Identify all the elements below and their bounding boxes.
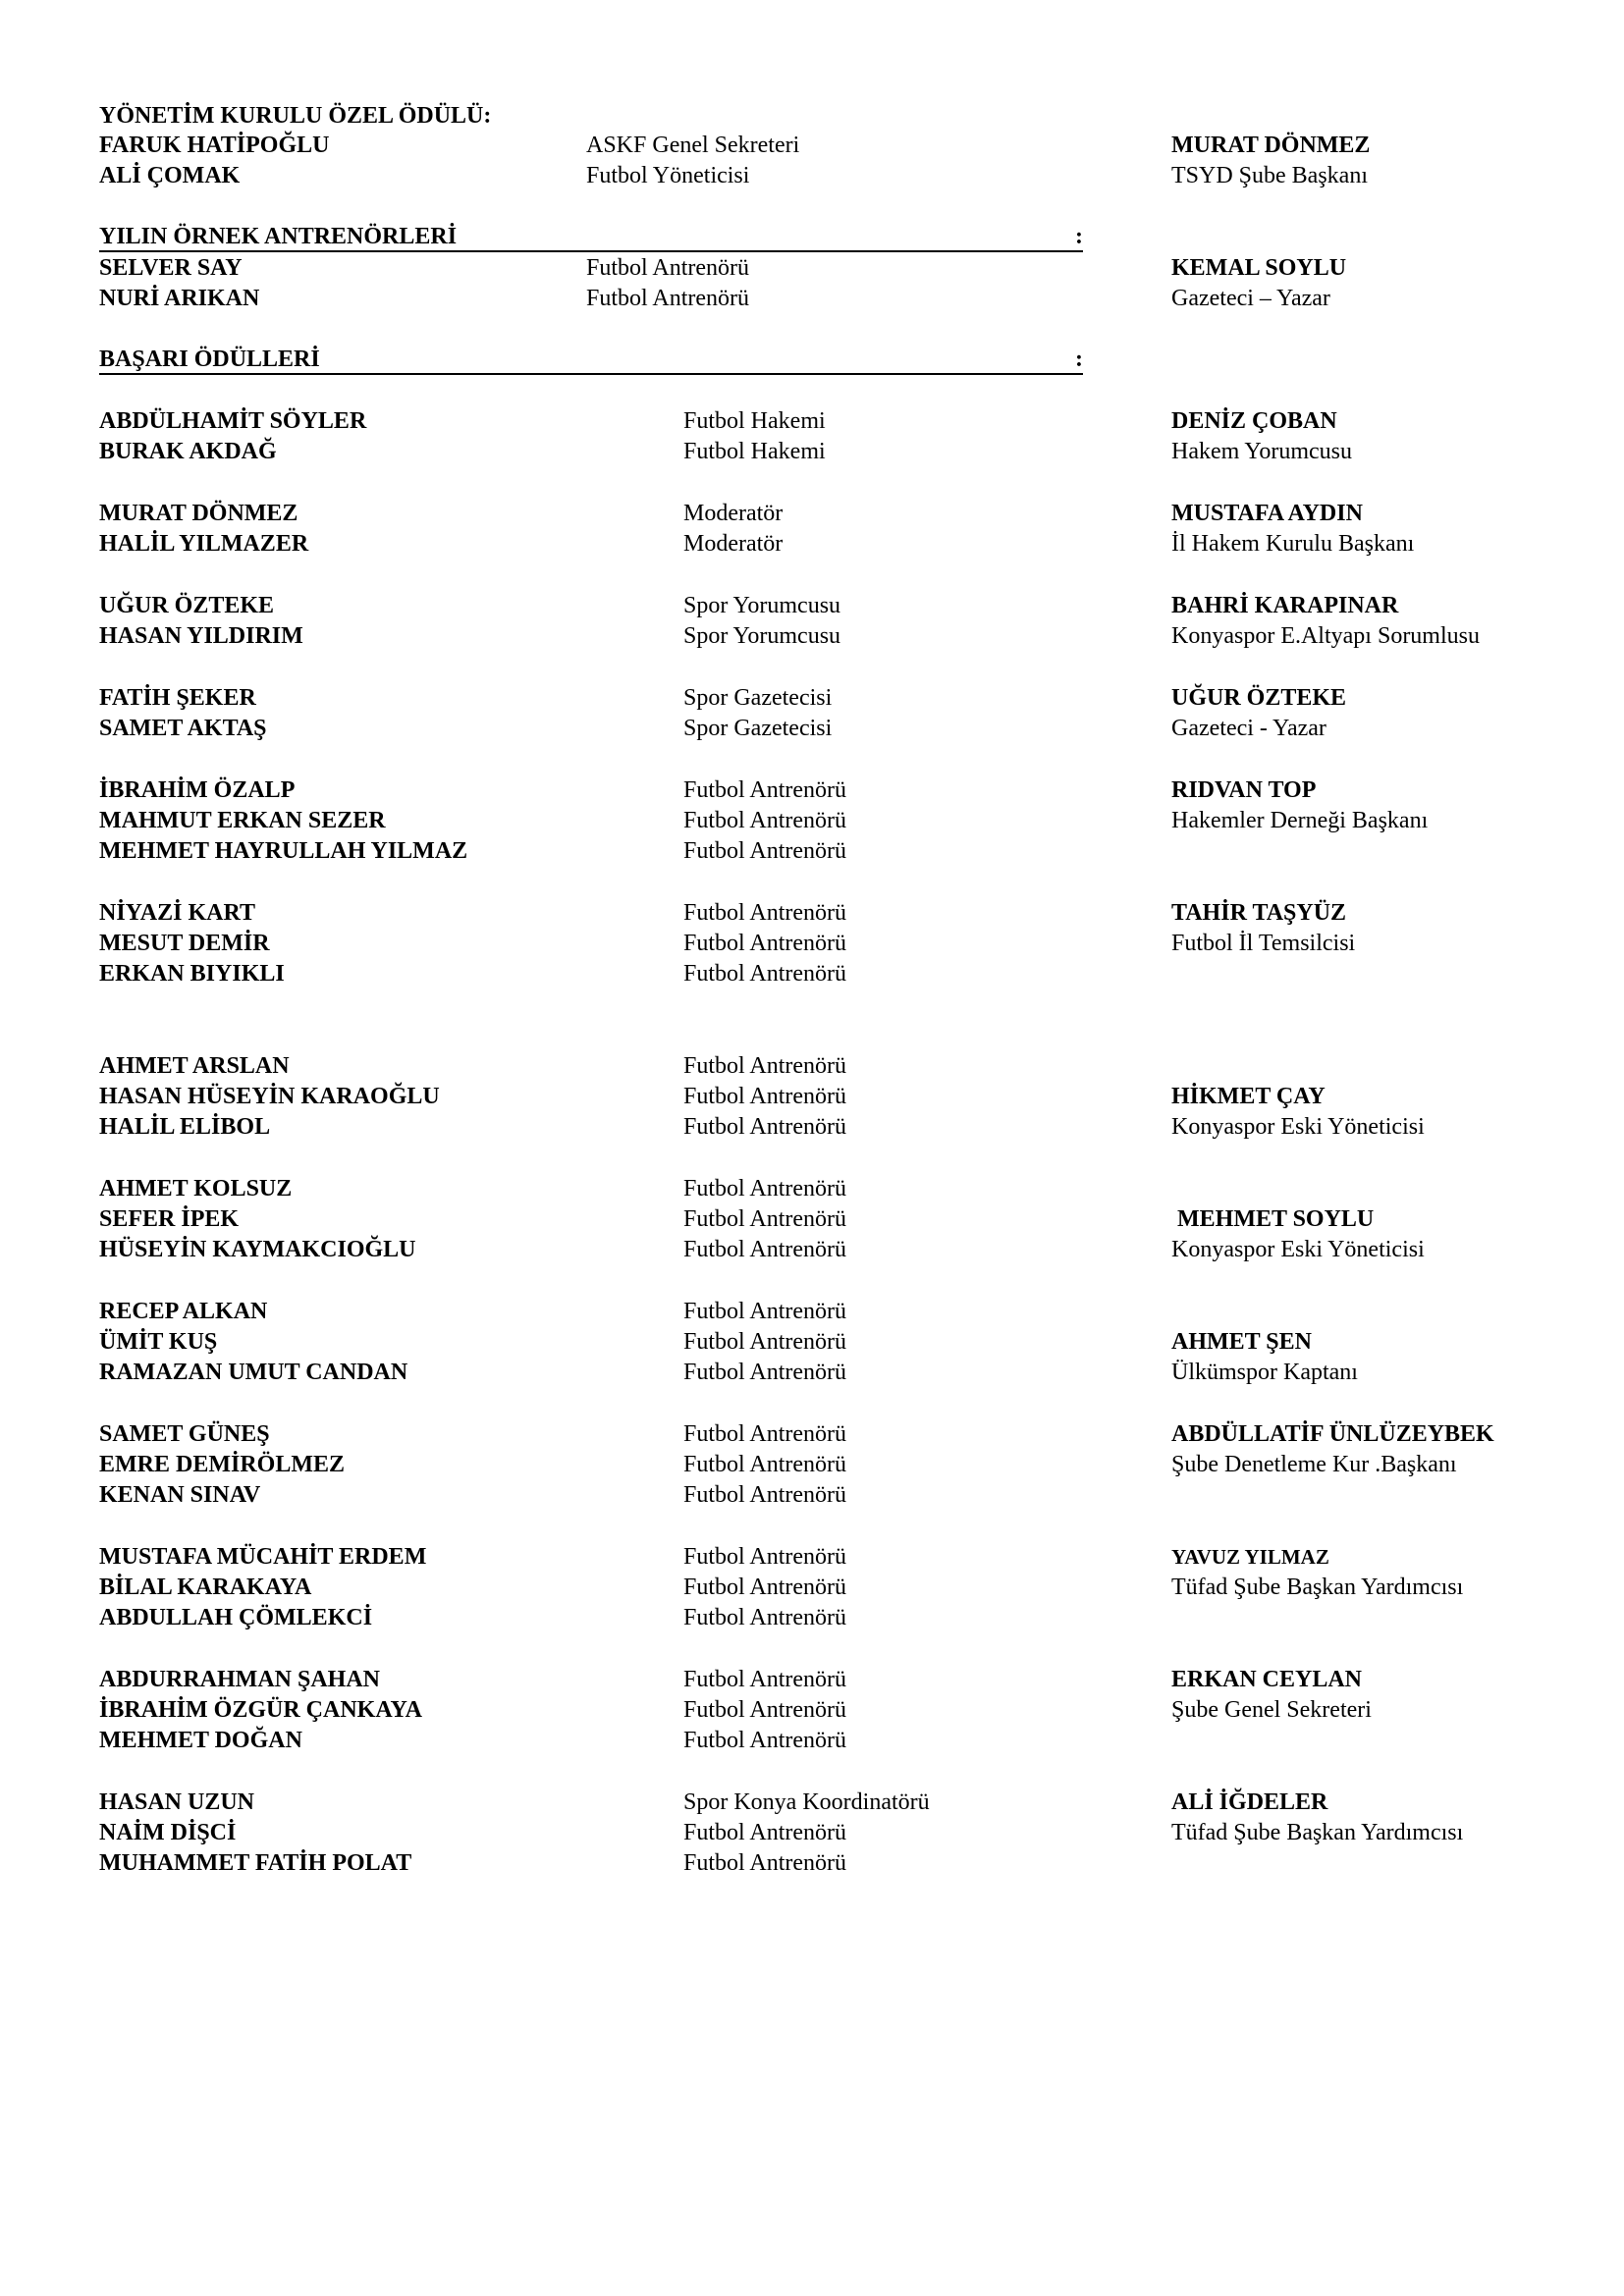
award-row [0, 1726, 1624, 1755]
recipient-role: Futbol Antrenörü [683, 900, 846, 926]
recipient-name: ABDÜLHAMİT SÖYLER [99, 408, 367, 434]
presenter-name: MURAT DÖNMEZ [1171, 133, 1371, 158]
recipient-name: İBRAHİM ÖZGÜR ÇANKAYA [99, 1697, 422, 1723]
award-row [0, 1665, 1624, 1694]
recipient-role: Futbol Antrenörü [683, 1820, 846, 1845]
presenter-name: TAHİR TAŞYÜZ [1171, 900, 1347, 926]
recipient-name: ABDULLAH ÇÖMLEKCİ [99, 1605, 373, 1630]
award-row [0, 1818, 1624, 1847]
recipient-name: MURAT DÖNMEZ [99, 501, 298, 526]
recipient-role: Futbol Antrenörü [683, 1053, 846, 1079]
recipient-name: FARUK HATİPOĞLU [99, 133, 330, 158]
award-row [0, 1542, 1624, 1572]
award-row [0, 253, 1624, 283]
recipient-name: FATİH ŞEKER [99, 685, 256, 711]
presenter-name: BAHRİ KARAPINAR [1171, 593, 1399, 618]
presenter-title: Tüfad Şube Başkan Yardımcısı [1171, 1575, 1464, 1600]
recipient-name: BİLAL KARAKAYA [99, 1575, 312, 1600]
section-title-colon: : [1075, 347, 1083, 372]
presenter-title: Tüfad Şube Başkan Yardımcısı [1171, 1820, 1464, 1845]
award-row [0, 131, 1624, 160]
recipient-name: SEFER İPEK [99, 1206, 240, 1232]
presenter-title: Gazeteci – Yazar [1171, 286, 1330, 311]
presenter-title: Konyaspor Eski Yöneticisi [1171, 1114, 1425, 1140]
award-row [0, 1573, 1624, 1602]
award-row [0, 1450, 1624, 1479]
award-row [0, 1235, 1624, 1264]
recipient-name: MUSTAFA MÜCAHİT ERDEM [99, 1544, 427, 1570]
recipient-name: NAİM DİŞCİ [99, 1820, 237, 1845]
recipient-name: SELVER SAY [99, 255, 243, 281]
recipient-role: Futbol Antrenörü [683, 1850, 846, 1876]
award-row [0, 1297, 1624, 1326]
award-row [0, 1419, 1624, 1449]
recipient-role: Futbol Antrenörü [683, 1329, 846, 1355]
recipient-role: Futbol Antrenörü [683, 1575, 846, 1600]
recipient-name: BURAK AKDAĞ [99, 439, 277, 464]
recipient-name: HASAN UZUN [99, 1789, 255, 1815]
presenter-name: YAVUZ YILMAZ [1171, 1545, 1329, 1569]
recipient-role: Futbol Antrenörü [683, 808, 846, 833]
presenter-title: Şube Genel Sekreteri [1171, 1697, 1372, 1723]
recipient-name: MUHAMMET FATİH POLAT [99, 1850, 412, 1876]
recipient-name: ABDURRAHMAN ŞAHAN [99, 1667, 380, 1692]
award-row [0, 161, 1624, 190]
award-row [0, 1848, 1624, 1878]
award-row [0, 284, 1624, 313]
recipient-name: MEHMET DOĞAN [99, 1728, 302, 1753]
presenter-title: Gazeteci - Yazar [1171, 716, 1326, 741]
presenter-name: UĞUR ÖZTEKE [1171, 685, 1347, 711]
recipient-name: EMRE DEMİRÖLMEZ [99, 1452, 346, 1477]
heading-line [0, 223, 1624, 252]
recipient-role: Futbol Antrenörü [683, 1667, 846, 1692]
presenter-title: Ülkümspor Kaptanı [1171, 1360, 1358, 1385]
recipient-role: Futbol Antrenörü [683, 931, 846, 956]
award-row [0, 591, 1624, 620]
recipient-name: HALİL ELİBOL [99, 1114, 271, 1140]
award-row [0, 1788, 1624, 1817]
award-row [0, 1695, 1624, 1725]
presenter-title: Futbol İl Temsilcisi [1171, 931, 1356, 956]
award-row [0, 683, 1624, 713]
recipient-role: Futbol Antrenörü [683, 1482, 846, 1508]
award-row [0, 959, 1624, 988]
recipient-name: HÜSEYİN KAYMAKCIOĞLU [99, 1237, 416, 1262]
recipient-name: MEHMET HAYRULLAH YILMAZ [99, 838, 468, 864]
presenter-title: Hakemler Derneği Başkanı [1171, 808, 1429, 833]
presenter-title: İl Hakem Kurulu Başkanı [1171, 531, 1415, 557]
presenter-title: Konyaspor Eski Yöneticisi [1171, 1237, 1425, 1262]
recipient-role: Futbol Antrenörü [683, 1544, 846, 1570]
award-row [0, 836, 1624, 866]
section-title-special-award: YÖNETİM KURULU ÖZEL ÖDÜLÜ: [99, 103, 492, 129]
recipient-role: Spor Gazetecisi [683, 685, 833, 711]
presenter-name: MUSTAFA AYDIN [1171, 501, 1363, 526]
award-row [0, 1204, 1624, 1234]
recipient-role: Spor Konya Koordinatörü [683, 1789, 930, 1815]
recipient-role: ASKF Genel Sekreteri [586, 133, 800, 158]
recipient-role: Futbol Yöneticisi [586, 163, 750, 188]
recipient-role: Futbol Antrenörü [683, 1452, 846, 1477]
recipient-role: Futbol Antrenörü [586, 255, 749, 281]
award-row [0, 621, 1624, 651]
recipient-name: AHMET ARSLAN [99, 1053, 290, 1079]
award-row [0, 1051, 1624, 1081]
recipient-role: Futbol Hakemi [683, 439, 826, 464]
recipient-name: HASAN YILDIRIM [99, 623, 303, 649]
section-title-success [99, 346, 1083, 375]
recipient-name: NURİ ARIKAN [99, 286, 260, 311]
award-row [0, 1358, 1624, 1387]
presenter-title: Şube Denetleme Kur .Başkanı [1171, 1452, 1457, 1477]
recipient-role: Moderatör [683, 501, 784, 526]
recipient-name: ALİ ÇOMAK [99, 163, 241, 188]
recipient-name: SAMET GÜNEŞ [99, 1421, 270, 1447]
presenter-title: Hakem Yorumcusu [1171, 439, 1352, 464]
recipient-name: ERKAN BIYIKLI [99, 961, 285, 987]
presenter-name: HİKMET ÇAY [1171, 1084, 1326, 1109]
award-row [0, 437, 1624, 466]
recipient-role: Spor Yorumcusu [683, 593, 841, 618]
recipient-name: SAMET AKTAŞ [99, 716, 267, 741]
recipient-name: RECEP ALKAN [99, 1299, 268, 1324]
award-row [0, 1112, 1624, 1142]
recipient-name: AHMET KOLSUZ [99, 1176, 293, 1201]
recipient-role: Spor Gazetecisi [683, 716, 833, 741]
recipient-role: Futbol Antrenörü [683, 1421, 846, 1447]
presenter-name: DENİZ ÇOBAN [1171, 408, 1337, 434]
presenter-name: ERKAN CEYLAN [1171, 1667, 1363, 1692]
award-row [0, 898, 1624, 928]
section-title-text: YILIN ÖRNEK ANTRENÖRLERİ [99, 224, 458, 249]
presenter-name: RIDVAN TOP [1171, 777, 1317, 803]
recipient-role: Futbol Antrenörü [683, 1605, 846, 1630]
presenter-title: TSYD Şube Başkanı [1171, 163, 1368, 188]
recipient-role: Futbol Antrenörü [683, 777, 846, 803]
award-row [0, 529, 1624, 559]
recipient-name: MESUT DEMİR [99, 931, 270, 956]
recipient-name: MAHMUT ERKAN SEZER [99, 808, 386, 833]
recipient-name: HASAN HÜSEYİN KARAOĞLU [99, 1084, 440, 1109]
recipient-role: Futbol Antrenörü [683, 961, 846, 987]
award-row [0, 1082, 1624, 1111]
recipient-role: Moderatör [683, 531, 784, 557]
award-row [0, 775, 1624, 805]
recipient-role: Futbol Antrenörü [683, 1360, 846, 1385]
recipient-role: Futbol Antrenörü [683, 1176, 846, 1201]
recipient-role: Futbol Antrenörü [683, 1697, 846, 1723]
section-title-text: BAŞARI ÖDÜLLERİ [99, 347, 320, 372]
recipient-role: Futbol Antrenörü [683, 1728, 846, 1753]
award-row [0, 406, 1624, 436]
heading-line [0, 346, 1624, 375]
presenter-title: Konyaspor E.Altyapı Sorumlusu [1171, 623, 1480, 649]
award-row [0, 1327, 1624, 1357]
recipient-role: Spor Yorumcusu [683, 623, 841, 649]
section-title-coaches [99, 223, 1083, 252]
recipient-role: Futbol Hakemi [683, 408, 826, 434]
recipient-name: UĞUR ÖZTEKE [99, 593, 275, 618]
heading-line [0, 101, 1624, 131]
award-row [0, 499, 1624, 528]
recipient-role: Futbol Antrenörü [683, 838, 846, 864]
presenter-name: ABDÜLLATİF ÜNLÜZEYBEK [1171, 1421, 1494, 1447]
award-row [0, 1603, 1624, 1632]
recipient-role: Futbol Antrenörü [683, 1237, 846, 1262]
section-title-colon: : [1075, 224, 1083, 249]
recipient-name: RAMAZAN UMUT CANDAN [99, 1360, 408, 1385]
recipient-role: Futbol Antrenörü [683, 1299, 846, 1324]
recipient-name: İBRAHİM ÖZALP [99, 777, 296, 803]
recipient-role: Futbol Antrenörü [683, 1206, 846, 1232]
recipient-name: NİYAZİ KART [99, 900, 255, 926]
award-row [0, 806, 1624, 835]
recipient-role: Futbol Antrenörü [683, 1084, 846, 1109]
presenter-name: MEHMET SOYLU [1177, 1206, 1375, 1232]
award-row [0, 929, 1624, 958]
award-row [0, 714, 1624, 743]
recipient-role: Futbol Antrenörü [683, 1114, 846, 1140]
recipient-name: KENAN SINAV [99, 1482, 261, 1508]
award-row [0, 1174, 1624, 1203]
award-row [0, 1480, 1624, 1510]
recipient-name: HALİL YILMAZER [99, 531, 309, 557]
presenter-name: ALİ İĞDELER [1171, 1789, 1328, 1815]
presenter-name: KEMAL SOYLU [1171, 255, 1347, 281]
recipient-name: ÜMİT KUŞ [99, 1329, 218, 1355]
presenter-name: AHMET ŞEN [1171, 1329, 1312, 1355]
recipient-role: Futbol Antrenörü [586, 286, 749, 311]
